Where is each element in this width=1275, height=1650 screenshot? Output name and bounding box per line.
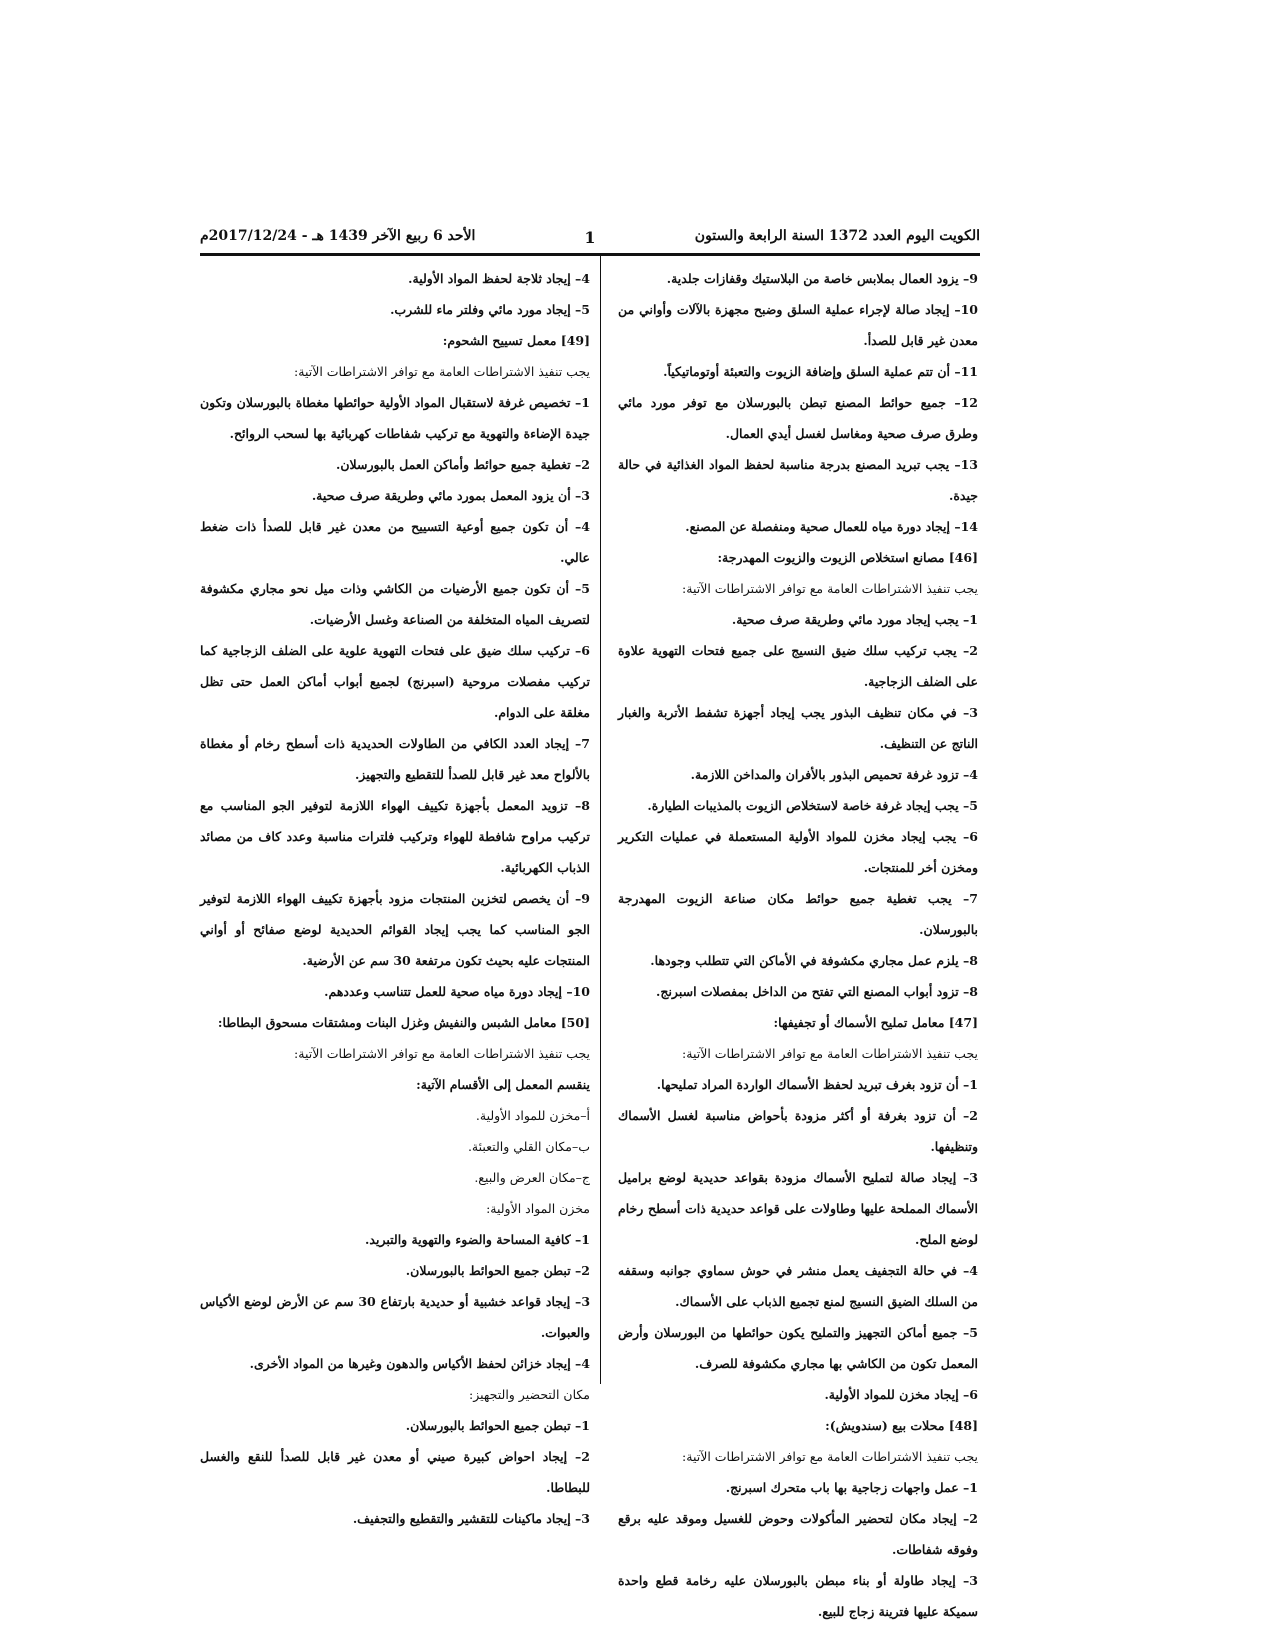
paragraph: 4– تزود غرفة تحميص البذور بالأفران والمداخن اللازمة. (690, 767, 978, 782)
paragraph: 1– يجب إيجاد مورد مائي وطريقة صرف صحية. (731, 612, 978, 627)
paragraph: 5– إيجاد مورد مائي وفلتر ماء للشرب. (390, 302, 590, 317)
column-divider (600, 256, 601, 1384)
section-heading: [49] معمل تسييح الشحوم: (442, 333, 590, 348)
paragraph: 5– يجب إيجاد غرفة خاصة لاستخلاص الزيوت بالمذيبات الطيارة. (647, 798, 978, 813)
paragraph: 6– يجب إيجاد مخزن للمواد الأولية المستعملة في عمليات التكرير ومخزن أخر للمنتجات. (618, 829, 978, 875)
paragraph: 3– إيجاد ماكينات للتقشير والتقطيع والتجفيف. (352, 1511, 590, 1526)
paragraph: 8– يلزم عمل مجاري مكشوفة في الأماكن التي تتطلب وجودها. (650, 953, 978, 968)
right-column (618, 263, 978, 1627)
page-number: 1 (584, 228, 596, 247)
paragraph: يجب تنفيذ الاشتراطات العامة مع توافر الاشتراطات الآتية: (682, 1046, 978, 1061)
paragraph: ينقسم المعمل إلى الأقسام الآتية: (416, 1077, 590, 1092)
paragraph: 2– تغطية جميع حوائط وأماكن العمل بالبورسلان. (336, 457, 590, 472)
paragraph: ج–مكان العرض والبيع. (474, 1170, 590, 1185)
paragraph: 5– جميع أماكن التجهيز والتمليح يكون حوائطها من البورسلان وأرض المعمل تكون من الكاشي بها مجاري مكشوفة للصرف. (618, 1325, 978, 1371)
paragraph: 3– إيجاد قواعد خشبية أو حديدية بارتفاع 30 سم عن الأرض لوضع الأكياس والعبوات. (200, 1294, 591, 1340)
paragraph: يجب تنفيذ الاشتراطات العامة مع توافر الاشتراطات الآتية: (682, 581, 978, 596)
paragraph: 7– يجب تغطية جميع حوائط مكان صناعة الزيوت المهدرجة بالبورسلان. (618, 891, 978, 937)
paragraph: 3– إيجاد صالة لتمليح الأسماك مزودة بقواعد حديدية لوضع براميل الأسماك المملحة عليها وطاولات على قواعد حديدية ذات أسطح رخام لوضع الملح. (618, 1170, 978, 1247)
paragraph: 7– إيجاد العدد الكافي من الطاولات الحديدية ذات أسطح رخام أو مغطاة بالألواح معد غير قابل للصدأ للتقطيع والتجهيز. (200, 736, 590, 782)
paragraph: 2– إيجاد احواض كبيرة صيني أو معدن غير قابل للصدأ للنقع والغسل للبطاطا. (200, 1449, 590, 1495)
paragraph: 8– تزويد المعمل بأجهزة تكييف الهواء اللازمة لتوفير الجو المناسب مع تركيب مراوح شافطة للهواء وتركيب فلترات مناسبة وعدد كاف من مصائد الذباب الكهربائية. (200, 798, 590, 875)
section-heading: [48] محلات بيع (سندويش): (825, 1418, 978, 1433)
header-issue-info: الكويت اليوم العدد 1372 السنة الرابعة والستون (694, 228, 980, 244)
paragraph: أ–مخزن للمواد الأولية. (475, 1108, 590, 1123)
section-heading: [50] معامل الشبس والنفيش وغزل البنات ومشتقات مسحوق البطاطا: (217, 1015, 590, 1030)
paragraph: 4– أن تكون جميع أوعية التسييح من معدن غير قابل للصدأ ذات ضغط عالي. (200, 519, 590, 565)
paragraph: 10– إيجاد دورة مياه صحية للعمل تتناسب وعددهم. (324, 984, 590, 999)
paragraph: 3– أن يزود المعمل بمورد مائي وطريقة صرف صحية. (311, 488, 590, 503)
paragraph: 14– إيجاد دورة مياه للعمال صحية ومنفصلة عن المصنع. (685, 519, 978, 534)
paragraph: 2– أن تزود بغرفة أو أكثر مزودة بأحواض مناسبة لغسل الأسماك وتنظيفها. (618, 1108, 978, 1154)
header-date: الأحد 6 ربيع الآخر 1439 هـ - 2017/12/24م (200, 228, 476, 244)
paragraph: 4– إيجاد ثلاجة لحفظ المواد الأولية. (408, 271, 590, 286)
paragraph: ب–مكان القلي والتعبئة. (467, 1139, 590, 1154)
paragraph: 8– تزود أبواب المصنع التي تفتح من الداخل بمفصلات اسبرنج. (656, 984, 978, 999)
paragraph: 1– عمل واجهات زجاجية بها باب متحرك اسبرنج. (725, 1480, 978, 1495)
paragraph: 1– أن تزود بغرف تبريد لحفظ الأسماك الواردة المراد تمليحها. (656, 1077, 978, 1092)
paragraph: 2– إيجاد مكان لتحضير المأكولات وحوض للغسيل وموقد عليه برقع وفوقه شفاطات. (618, 1511, 978, 1557)
paragraph: 9– أن يخصص لتخزين المنتجات مزود بأجهزة تكييف الهواء اللازمة لتوفير الجو المناسب كما يجب إيجاد القوائم الحديدية لوضع صفائح أو أواني المنتجات عليه بحيث تكون مرتفعة 30 سم عن الأرضية. (200, 891, 590, 968)
paragraph: 4– إيجاد خزائن لحفظ الأكياس والدهون وغيرها من المواد الأخرى. (249, 1356, 590, 1371)
paragraph: 6– إيجاد مخزن للمواد الأولية. (824, 1387, 978, 1402)
header-rule (200, 253, 980, 256)
paragraph: 5– أن تكون جميع الأرضيات من الكاشي وذات ميل نحو مجاري مكشوفة لتصريف المياه المتخلفة من الصناعة وغسل الأرضيات. (200, 581, 590, 627)
left-column (200, 263, 590, 1534)
paragraph: 2– يجب تركيب سلك ضيق النسيج على جميع فتحات التهوية علاوة على الضلف الزجاجية. (618, 643, 978, 689)
section-heading: [47] معامل تمليح الأسماك أو تجفيفها: (773, 1015, 978, 1030)
paragraph: 2– تبطن جميع الحوائط بالبورسلان. (405, 1263, 590, 1278)
paragraph: يجب تنفيذ الاشتراطات العامة مع توافر الاشتراطات الآتية: (682, 1449, 978, 1464)
paragraph: 9– يزود العمال بملابس خاصة من البلاستيك وقفازات جلدية. (666, 271, 978, 286)
paragraph: مكان التحضير والتجهيز: (469, 1387, 590, 1402)
paragraph: يجب تنفيذ الاشتراطات العامة مع توافر الاشتراطات الآتية: (294, 1046, 590, 1061)
paragraph: 1– تخصيص غرفة لاستقبال المواد الأولية حوائطها مغطاة بالبورسلان وتكون جيدة الإضاءة والتهوية مع تركيب شفاطات كهربائية بها لسحب الروائح. (200, 395, 590, 441)
section-heading: [46] مصانع استخلاص الزيوت والزيوت المهدرجة: (717, 550, 978, 565)
paragraph: 1– كافية المساحة والضوء والتهوية والتبريد. (365, 1232, 590, 1247)
paragraph: 13– يجب تبريد المصنع بدرجة مناسبة لحفظ المواد الغذائية في حالة جيدة. (618, 457, 978, 503)
paragraph: 4– في حالة التجفيف يعمل منشر في حوش سماوي جوانبه وسقفه من السلك الضيق النسيج لمنع تجميع الذباب على الأسماك. (618, 1263, 978, 1309)
paragraph: 6– تركيب سلك ضيق على فتحات التهوية علوية على الضلف الزجاجية كما تركيب مفصلات مروحية (اسبرنج) لجميع أبواب أماكن العمل حتى تظل مغلقة على الدوام. (200, 643, 590, 720)
page-header (200, 228, 980, 254)
paragraph: 1– تبطن جميع الحوائط بالبورسلان. (405, 1418, 590, 1433)
paragraph: 12– جميع حوائط المصنع تبطن بالبورسلان مع توفر مورد مائي وطرق صرف صحية ومغاسل لغسل أيدي العمال. (618, 395, 978, 441)
paragraph: يجب تنفيذ الاشتراطات العامة مع توافر الاشتراطات الآتية: (294, 364, 590, 379)
paragraph: 10– إيجاد صالة لإجراء عملية السلق وضبح مجهزة بالآلات وأواني من معدن غير قابل للصدأ. (618, 302, 978, 348)
paragraph: مخزن المواد الأولية: (486, 1201, 590, 1216)
paragraph: 3– إيجاد طاولة أو بناء مبطن بالبورسلان عليه رخامة قطع واحدة سميكة عليها فترينة زجاج للبيع. (618, 1573, 978, 1619)
paragraph: 3– في مكان تنظيف البذور يجب إيجاد أجهزة تشفط الأتربة والغبار الناتج عن التنظيف. (618, 705, 978, 751)
paragraph: 11– أن تتم عملية السلق وإضافة الزيوت والتعبئة أوتوماتيكياً. (663, 364, 978, 379)
